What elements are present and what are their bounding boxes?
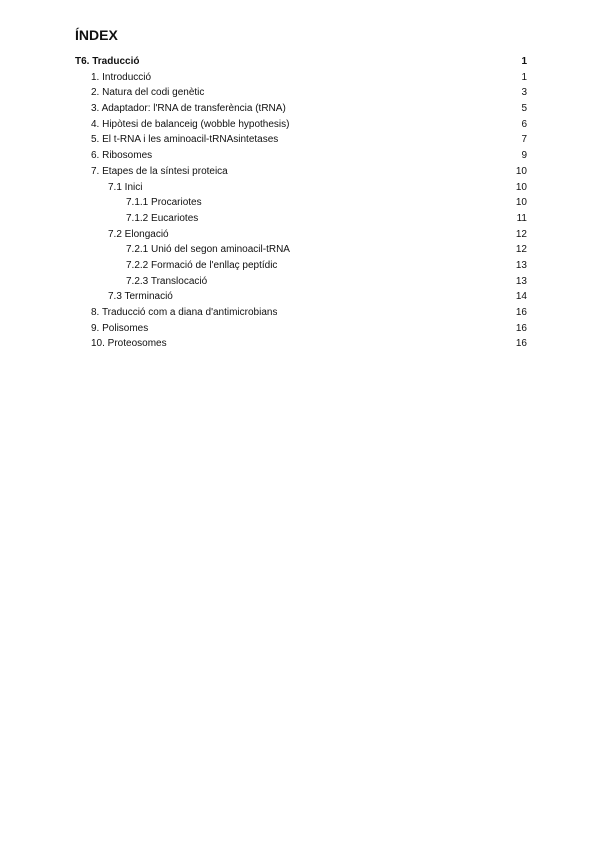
toc-entry-label: 7.3 Terminació [108,291,173,303]
toc-entry-page-number: 12 [515,244,527,256]
toc-entry-label: 1. Introducció [91,71,152,83]
toc-entry-page-number: 12 [515,228,527,240]
toc-entry-label: 7.2.3 Translocació [126,275,208,287]
toc-entry[interactable] [75,54,527,70]
toc-entry-page-number: 9 [521,150,527,162]
toc-entry[interactable] [75,195,527,211]
toc-entry[interactable] [75,227,527,243]
toc-entry-label: 8. Traducció com a diana d'antimicrobians [91,307,278,318]
toc-entry[interactable] [75,274,527,290]
toc-entry[interactable] [75,164,527,180]
toc-entry-page-number: 16 [515,338,527,350]
toc-entry-label: 7. Etapes de la síntesi proteica [91,165,228,177]
toc-entry[interactable] [75,289,527,305]
toc-entry[interactable] [75,101,527,117]
toc-entry[interactable] [75,321,527,337]
toc-entry-page-number: 1 [521,56,527,67]
toc-entry-page-number: 11 [516,212,527,224]
toc-entry-page-number: 7 [521,134,527,146]
toc-entry-label: 5. El t-RNA i les aminoacil-tRNAsintetases [91,134,279,146]
toc-entry[interactable] [75,258,527,274]
index-heading: ÍNDEX [75,27,118,43]
toc-entry[interactable] [75,85,527,101]
toc-entry-label: 10. Proteosomes [91,338,167,350]
toc-entry-page-number: 16 [515,307,527,318]
toc-entry-page-number: 16 [515,322,527,334]
toc-entry-page-number: 10 [515,181,527,193]
toc-entry-label: 7.2.2 Formació de l'enllaç peptídic [126,259,278,271]
toc-entry-page-number: 3 [521,87,527,99]
toc-entry[interactable] [75,211,527,227]
toc-entry-page-number: 13 [515,275,527,287]
toc-entry[interactable] [75,305,527,321]
toc-entry-page-number: 10 [515,197,527,209]
toc-entry-label: 7.1 Inici [108,181,143,193]
toc-entry-label: T6. Traducció [75,56,140,67]
toc-entry[interactable] [75,70,527,86]
toc-entry-page-number: 14 [515,291,527,303]
toc-entry-label: 4. Hipòtesi de balanceig (wobble hypothesis) [91,118,290,130]
toc-entry[interactable] [75,117,527,133]
toc-entry-label: 7.2.1 Unió del segon aminoacil-tRNA [126,244,290,256]
toc-entry-page-number: 13 [515,259,527,271]
toc-entry-label: 7.2 Elongació [108,228,169,240]
toc-entry[interactable] [75,336,527,352]
toc-entry-label: 7.1.2 Eucariotes [126,212,199,224]
toc-entry-page-number: 6 [521,118,527,130]
toc-entry-page-number: 1 [521,71,527,83]
toc-entry-label: 9. Polisomes [91,322,149,334]
toc-entry[interactable] [75,148,527,164]
toc-entry-label: 3. Adaptador: l'RNA de transferència (tRNA) [91,103,286,115]
toc-entry-page-number: 10 [515,165,527,177]
table-of-contents [75,54,527,352]
toc-entry[interactable] [75,132,527,148]
toc-entry[interactable] [75,242,527,258]
toc-entry[interactable] [75,180,527,196]
toc-entry-label: 7.1.1 Procariotes [126,197,202,209]
toc-entry-label: 2. Natura del codi genètic [91,87,205,99]
document-page [75,26,527,352]
toc-entry-page-number: 5 [521,103,527,115]
toc-entry-label: 6. Ribosomes [91,150,153,162]
